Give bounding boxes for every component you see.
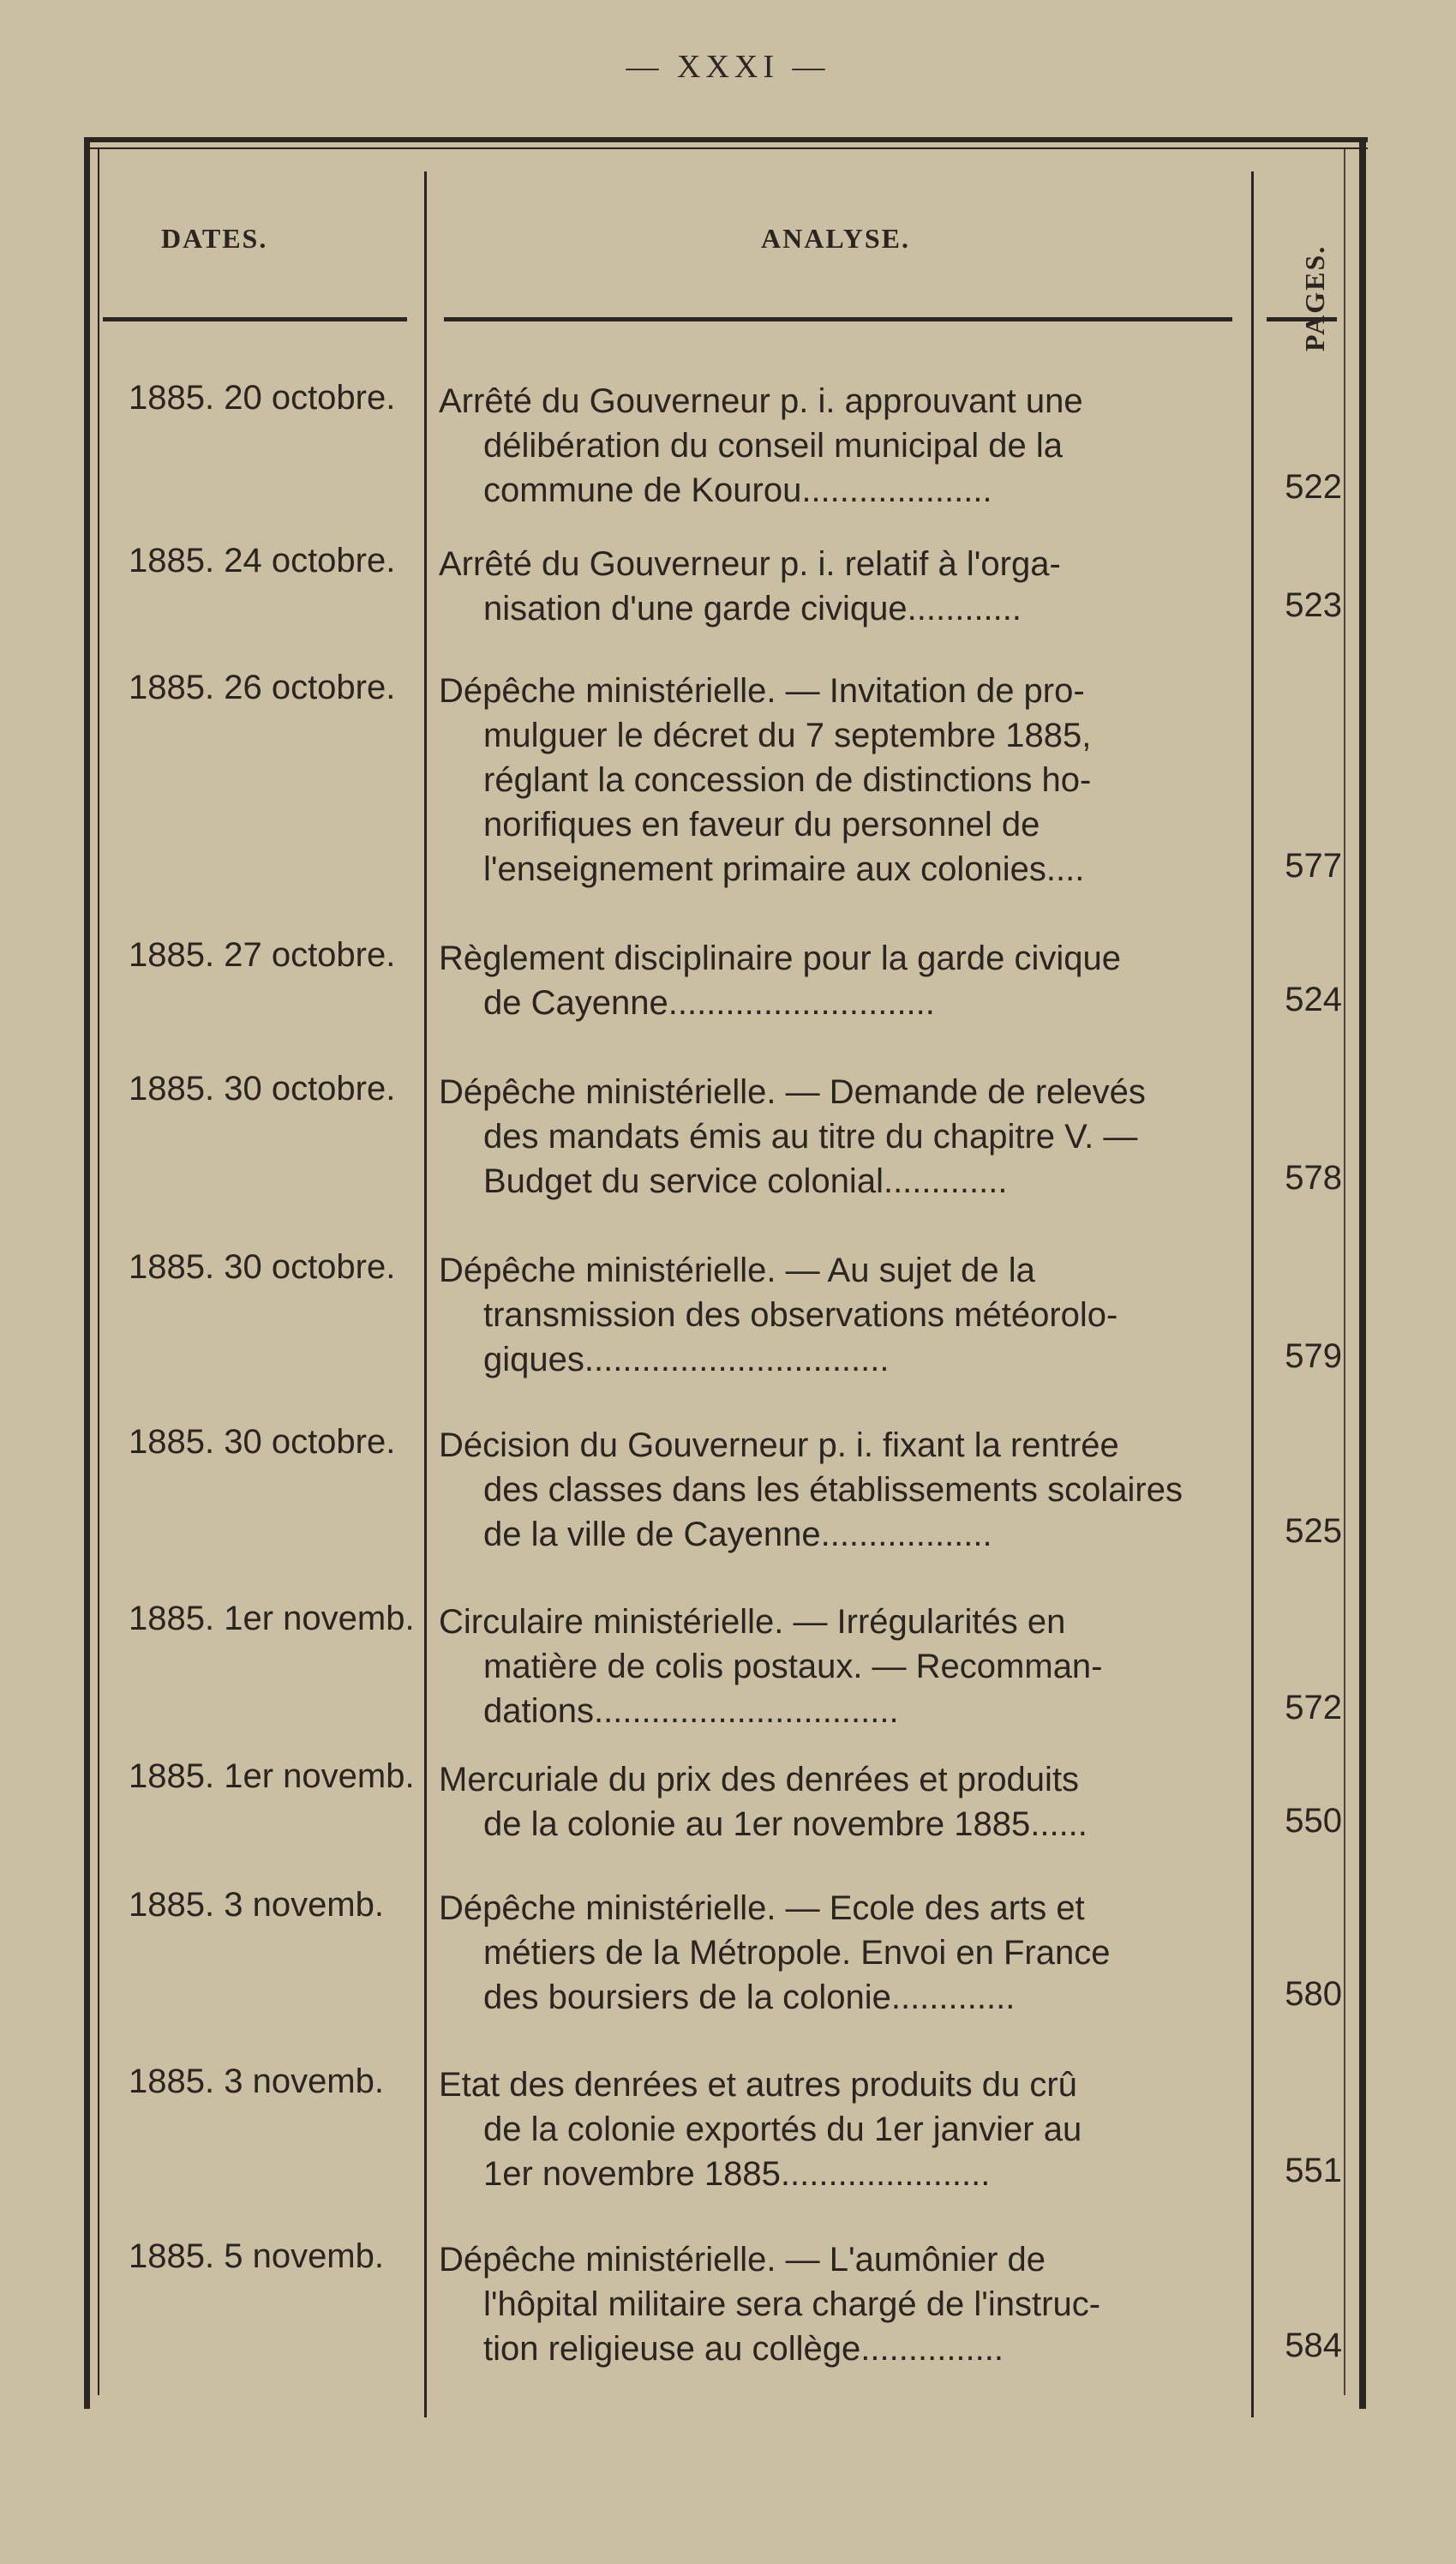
- entry-page-ref: 572: [1285, 1689, 1342, 1726]
- table-right-rule: [1359, 137, 1366, 2409]
- analysis-line: des classes dans les établissements scolaires: [483, 1471, 1183, 1509]
- column-separator-dates: [424, 171, 427, 2417]
- entry-analysis: [439, 1423, 1253, 1557]
- analysis-line: Règlement disciplinaire pour la garde civique: [439, 940, 1121, 977]
- entry-date: 1885. 20 octobre.: [129, 379, 396, 417]
- analysis-line: l'hôpital militaire sera chargé de l'instruc-: [483, 2285, 1101, 2323]
- entry-analysis: [439, 1248, 1253, 1382]
- analysis-line: métiers de la Métropole. Envoi en France: [483, 1934, 1111, 1972]
- analysis-line: giques................................: [483, 1341, 890, 1378]
- analysis-line: transmission des observations météorolo-: [483, 1296, 1118, 1334]
- entry-page-ref: 525: [1285, 1512, 1342, 1550]
- header-analyse: ANALYSE.: [761, 223, 910, 254]
- entry-page-ref: 523: [1285, 586, 1342, 624]
- entry-page-ref: 580: [1285, 1975, 1342, 2013]
- entry-analysis: [439, 2063, 1253, 2196]
- entry-page-ref: 584: [1285, 2327, 1342, 2364]
- analysis-line: mulguer le décret du 7 septembre 1885,: [483, 717, 1092, 754]
- analysis-line: de la colonie exportés du 1er janvier au: [483, 2111, 1082, 2148]
- analysis-line: tion religieuse au collège...............: [483, 2330, 1004, 2368]
- entry-page-ref: 579: [1285, 1337, 1342, 1375]
- entry-date: 1885. 30 octobre.: [129, 1070, 396, 1108]
- header-rule-analyse: [444, 317, 1232, 321]
- table-top-rule: [84, 137, 1368, 142]
- header-dates: DATES.: [161, 223, 268, 254]
- analysis-line: de la ville de Cayenne..................: [483, 1516, 992, 1553]
- analysis-line: Circulaire ministérielle. — Irrégularités en: [439, 1603, 1066, 1641]
- analysis-line: Budget du service colonial.............: [483, 1162, 1008, 1200]
- entry-page-ref: 577: [1285, 847, 1342, 885]
- analysis-line: l'enseignement primaire aux colonies....: [483, 850, 1085, 888]
- analysis-line: de la colonie au 1er novembre 1885......: [483, 1805, 1088, 1843]
- entry-analysis: [439, 1600, 1253, 1733]
- analysis-line: Dépêche ministérielle. — Demande de relevés: [439, 1073, 1146, 1111]
- entry-date: 1885. 3 novemb.: [129, 1886, 384, 1924]
- analysis-line: réglant la concession de distinctions ho-: [483, 761, 1092, 799]
- header-pages: PAGES.: [1299, 244, 1330, 351]
- entry-analysis: [439, 1757, 1253, 1846]
- analysis-line: matière de colis postaux. — Recomman-: [483, 1648, 1103, 1685]
- analysis-line: de Cayenne............................: [483, 984, 935, 1022]
- analysis-line: nisation d'une garde civique............: [483, 590, 1022, 627]
- entry-analysis: [439, 936, 1253, 1025]
- entry-analysis: [439, 1886, 1253, 2020]
- analysis-line: Mercuriale du prix des denrées et produits: [439, 1761, 1080, 1798]
- entry-page-ref: 551: [1285, 2152, 1342, 2189]
- analysis-line: délibération du conseil municipal de la: [483, 427, 1063, 465]
- entry-analysis: [439, 669, 1253, 892]
- table-left-rule-thin: [98, 149, 99, 2395]
- entry-date: 1885. 1er novemb.: [129, 1757, 415, 1795]
- entry-date: 1885. 30 octobre.: [129, 1248, 396, 1286]
- analysis-line: dations................................: [483, 1692, 899, 1730]
- analysis-line: des boursiers de la colonie.............: [483, 1979, 1016, 2016]
- table-left-rule: [84, 137, 90, 2409]
- analysis-line: 1er novembre 1885......................: [483, 2155, 991, 2193]
- entry-date: 1885. 27 octobre.: [129, 936, 396, 974]
- analysis-line: Décision du Gouverneur p. i. fixant la rentrée: [439, 1426, 1119, 1464]
- entry-page-ref: 522: [1285, 468, 1342, 506]
- analysis-line: Dépêche ministérielle. — Au sujet de la: [439, 1252, 1035, 1289]
- entry-date: 1885. 26 octobre.: [129, 669, 396, 706]
- entry-date: 1885. 30 octobre.: [129, 1423, 396, 1461]
- analysis-line: commune de Kourou....................: [483, 471, 992, 509]
- analysis-line: norifiques en faveur du personnel de: [483, 806, 1040, 844]
- entry-analysis: [439, 542, 1253, 631]
- analysis-line: Dépêche ministérielle. — Ecole des arts et: [439, 1889, 1085, 1927]
- entry-date: 1885. 1er novemb.: [129, 1600, 415, 1637]
- entry-date: 1885. 24 octobre.: [129, 542, 396, 579]
- analysis-line: Arrêté du Gouverneur p. i. relatif à l'orga-: [439, 545, 1061, 583]
- analysis-line: Dépêche ministérielle. — Invitation de pro-: [439, 672, 1085, 710]
- table-top-rule-thin: [84, 147, 1368, 149]
- entry-date: 1885. 5 novemb.: [129, 2237, 384, 2275]
- page-number: — XXXI —: [626, 49, 830, 85]
- entry-page-ref: 524: [1285, 981, 1342, 1018]
- analysis-line: Arrêté du Gouverneur p. i. approuvant une: [439, 382, 1083, 420]
- analysis-line: des mandats émis au titre du chapitre V. —: [483, 1118, 1138, 1156]
- entry-date: 1885. 3 novemb.: [129, 2063, 384, 2100]
- contents-table: [84, 137, 1368, 2409]
- entry-page-ref: 578: [1285, 1159, 1342, 1197]
- header-rule-dates: [103, 317, 407, 321]
- analysis-line: Dépêche ministérielle. — L'aumônier de: [439, 2241, 1046, 2279]
- entry-page-ref: 550: [1285, 1802, 1342, 1840]
- table-right-rule-thin: [1344, 149, 1345, 2395]
- entry-analysis: [439, 2237, 1253, 2371]
- analysis-line: Etat des denrées et autres produits du crû: [439, 2066, 1077, 2104]
- entry-analysis: [439, 379, 1253, 513]
- entry-analysis: [439, 1070, 1253, 1204]
